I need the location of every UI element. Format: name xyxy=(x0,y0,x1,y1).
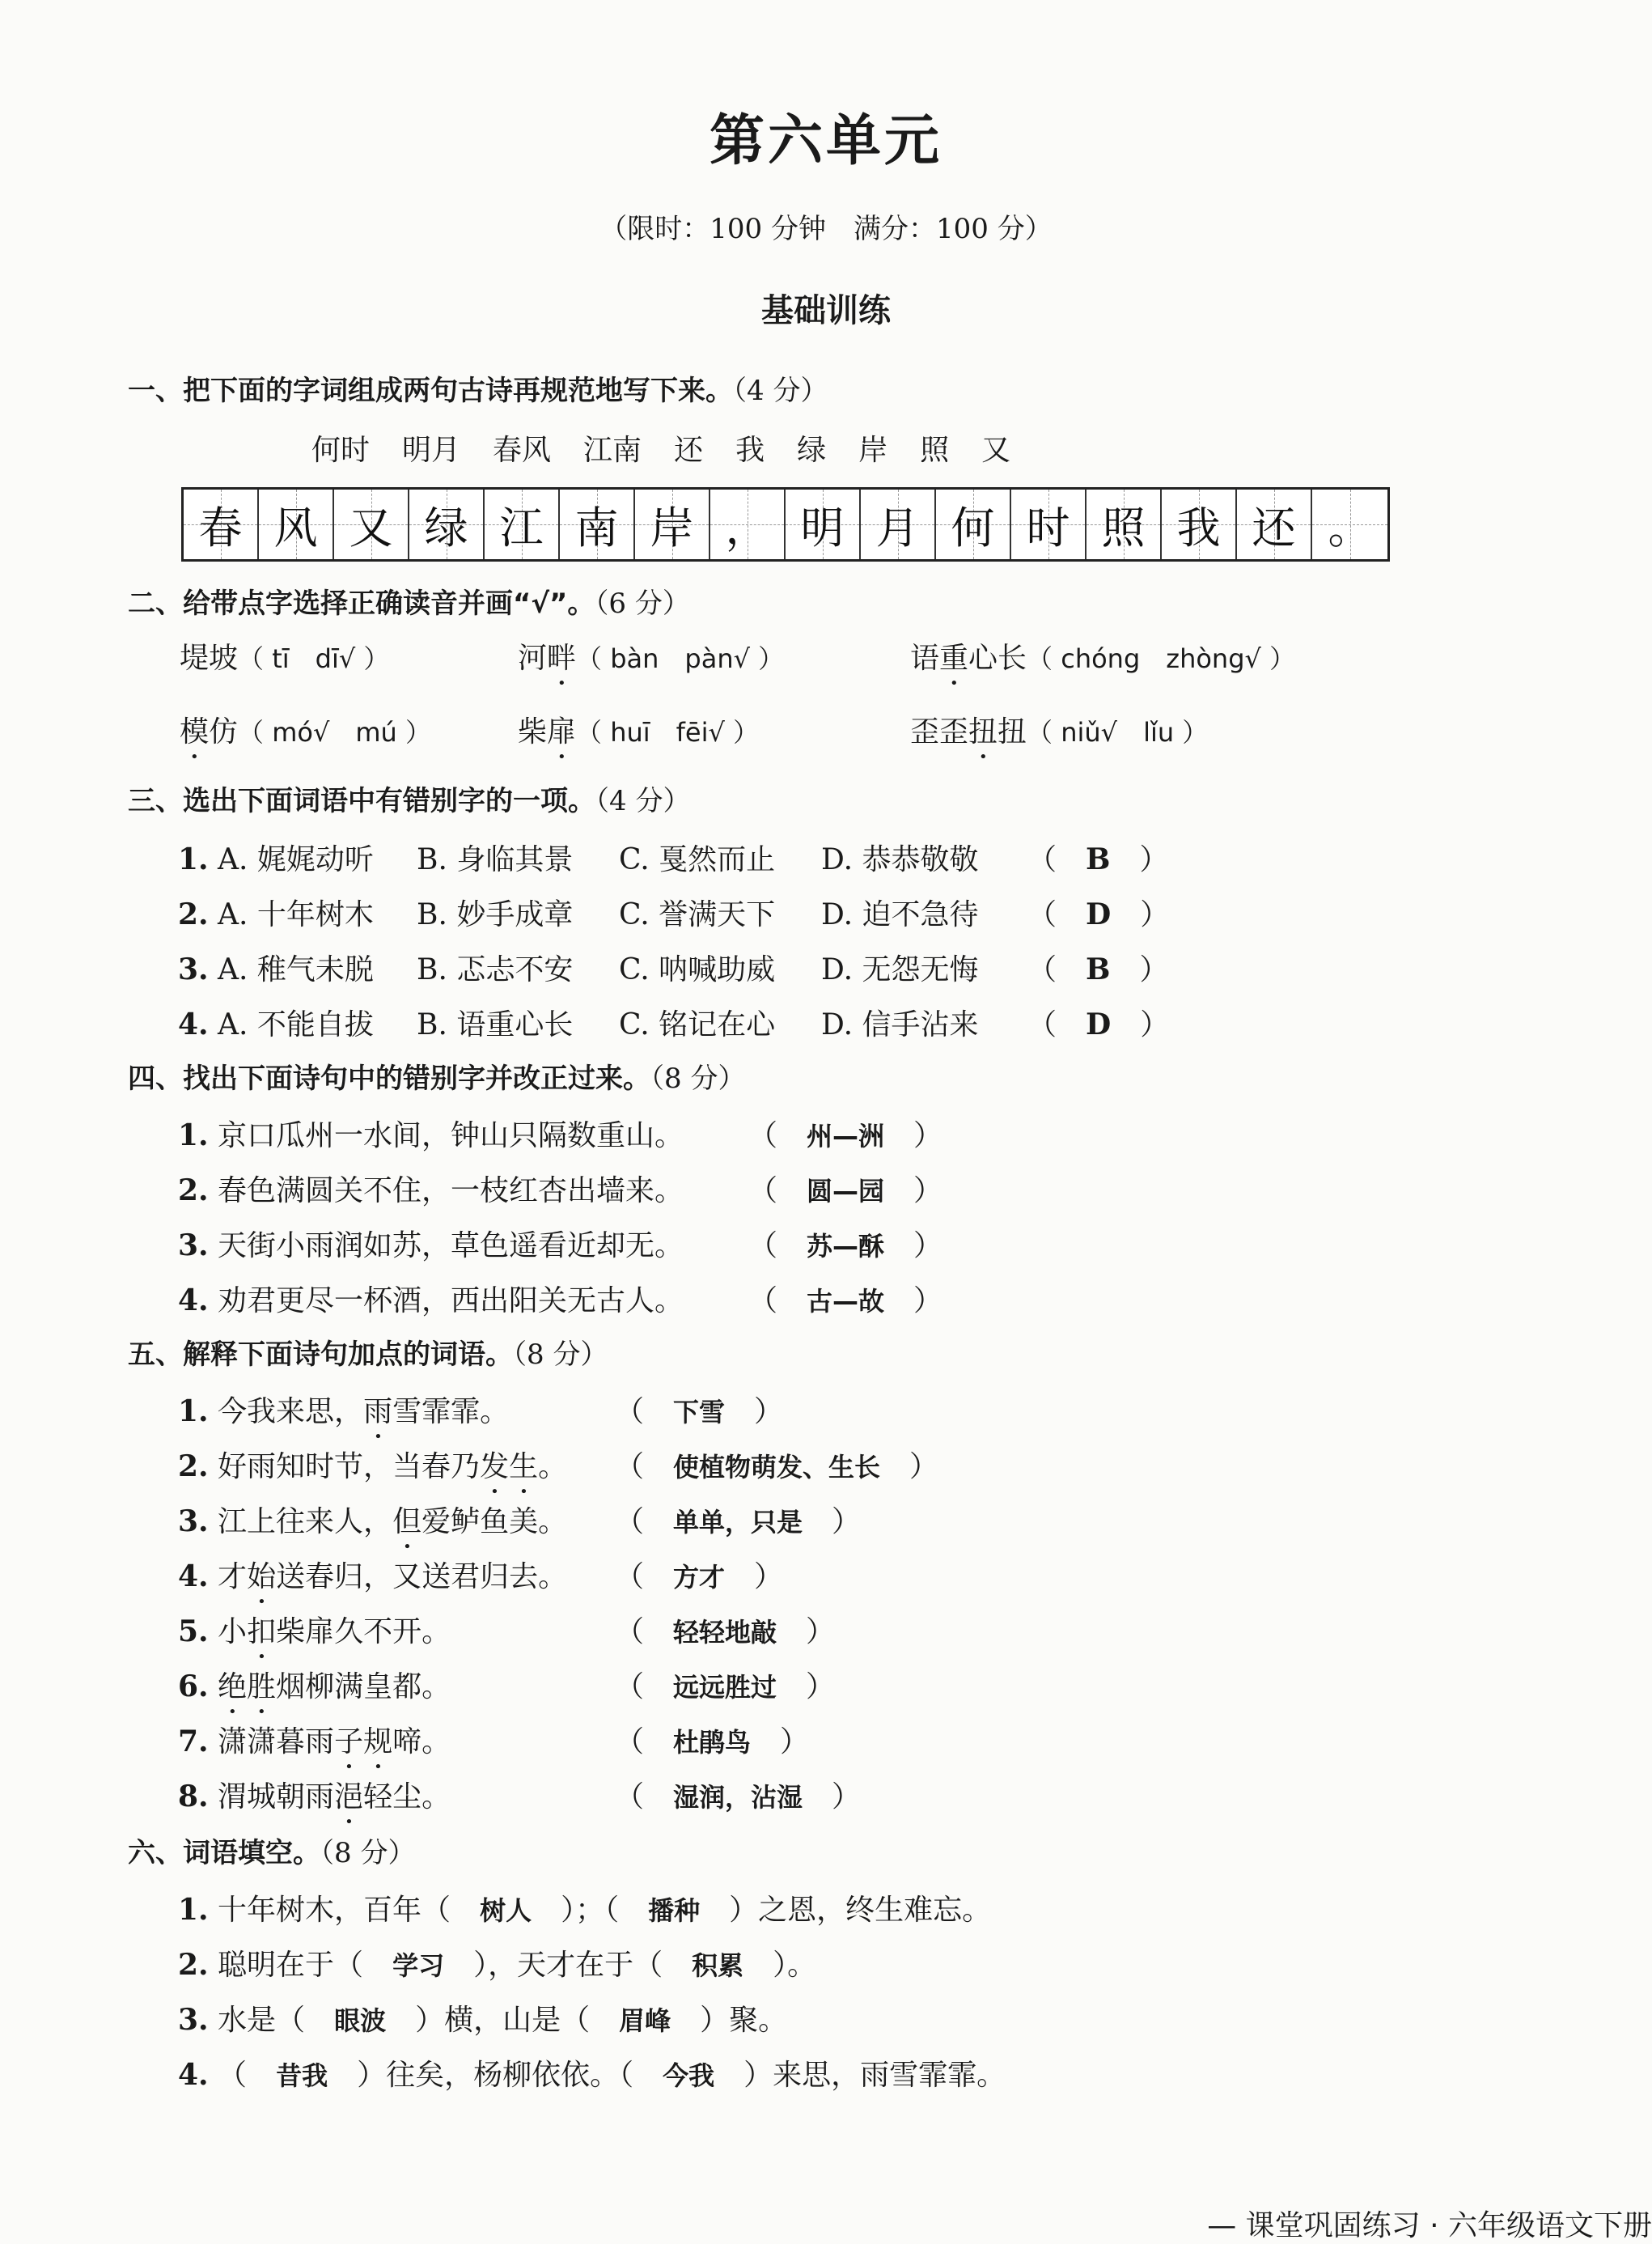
answer-paren: （ 远远胜过 ） xyxy=(615,1670,836,1703)
grid-cell: 绿 xyxy=(409,490,485,559)
page-footer: — 课堂巩固练习 · 六年级语文下册 xyxy=(1207,2209,1652,2242)
grid-cell: 月 xyxy=(861,490,936,559)
poem-line: 5. 小扣柴扉久不开。 xyxy=(178,1614,451,1648)
grid-cell: 照 xyxy=(1087,490,1162,559)
pinyin-item: 柴扉（ huī fēi√ ） xyxy=(518,715,760,749)
word-item: 江南 xyxy=(583,434,642,467)
poem-line: 2. 好雨知时节，当春乃发生。 xyxy=(178,1449,568,1483)
question-1-heading: 一、把下面的字词组成两句古诗再规范地写下来。（4 分） xyxy=(128,375,828,407)
time-limit-score: （限时：100 分钟 满分：100 分） xyxy=(599,213,1053,245)
choice-row: 1. A. 娓娓动听 xyxy=(178,842,374,876)
choice-row: 3. A. 稚气未脱 xyxy=(178,952,374,986)
page-title: 第六单元 xyxy=(709,108,942,173)
answer-paren: （ B ） xyxy=(1027,842,1169,876)
question-4-heading: 四、找出下面诗句中的错别字并改正过来。（8 分） xyxy=(128,1063,746,1095)
grid-cell: 春 xyxy=(184,490,259,559)
choice-option: D. 迫不急待 xyxy=(821,898,979,931)
answer-paren: （ 州—洲 ） xyxy=(748,1119,943,1152)
answer-paren: （ 单单，只是 ） xyxy=(615,1505,862,1538)
grid-cell: 时 xyxy=(1011,490,1087,559)
question-2-heading: 二、给带点字选择正确读音并画“√”。（6 分） xyxy=(128,588,690,620)
poem-line: 1. 京口瓜州一水间，钟山只隔数重山。 xyxy=(178,1118,684,1152)
choice-option: B. 语重心长 xyxy=(417,1008,574,1041)
fill-blank-line: 2. 聪明在于（ 学习 ），天才在于（ 积累 ）。 xyxy=(178,1948,817,1982)
word-bank xyxy=(311,427,1043,469)
choice-option: D. 信手沾来 xyxy=(821,1008,979,1041)
question-5-heading: 五、解释下面诗句加点的词语。（8 分） xyxy=(128,1338,608,1371)
choice-option: B. 身临其景 xyxy=(417,843,574,876)
grid-cell: 江 xyxy=(485,490,560,559)
grid-cell: 岸 xyxy=(635,490,710,559)
word-item: 绿 xyxy=(797,434,827,467)
fill-blank-line: 3. 水是（ 眼波 ）横，山是（ 眉峰 ）聚。 xyxy=(178,2003,788,2037)
poem-line: 4. 劝君更尽一杯酒，西出阳关无古人。 xyxy=(178,1283,684,1317)
writing-grid xyxy=(181,487,1390,562)
grid-cell: 明 xyxy=(786,490,861,559)
answer-paren: （ 古—故 ） xyxy=(748,1284,943,1317)
choice-row: 4. A. 不能自拔 xyxy=(178,1007,374,1041)
word-item: 照 xyxy=(920,434,950,467)
answer-paren: （ D ） xyxy=(1027,897,1170,931)
question-3-heading: 三、选出下面词语中有错别字的一项。（4 分） xyxy=(128,785,691,817)
choice-option: D. 恭恭敬敬 xyxy=(821,843,979,876)
grid-cell: 我 xyxy=(1162,490,1237,559)
answer-paren: （ 使植物萌发、生长 ） xyxy=(615,1450,939,1483)
poem-line: 3. 天街小雨润如苏，草色遥看近却无。 xyxy=(178,1228,684,1262)
answer-paren: （ 湿润，沾湿 ） xyxy=(615,1780,862,1813)
answer-paren: （ D ） xyxy=(1027,1007,1170,1041)
choice-option: C. 铭记在心 xyxy=(619,1008,776,1041)
poem-line: 8. 渭城朝雨浥轻尘。 xyxy=(178,1780,451,1813)
pinyin-item: 语重心长（ chóng zhòng√ ） xyxy=(910,642,1296,675)
answer-paren: （ 方才 ） xyxy=(615,1560,784,1593)
grid-cell: 风 xyxy=(259,490,334,559)
poem-line: 6. 绝胜烟柳满皇都。 xyxy=(178,1669,451,1703)
poem-line: 2. 春色满圆关不住，一枝红杏出墙来。 xyxy=(178,1173,684,1207)
choice-row: 2. A. 十年树木 xyxy=(178,897,374,931)
word-item: 何时 xyxy=(311,434,371,467)
choice-option: B. 妙手成章 xyxy=(417,898,574,931)
answer-paren: （ 下雪 ） xyxy=(615,1395,784,1428)
grid-cell: ， xyxy=(710,490,786,559)
grid-cell: 还 xyxy=(1237,490,1312,559)
pinyin-item: 河畔（ bàn pàn√ ） xyxy=(518,642,785,675)
word-item: 我 xyxy=(735,434,765,467)
answer-paren: （ 苏—酥 ） xyxy=(748,1229,943,1262)
grid-cell: 南 xyxy=(560,490,635,559)
word-item: 春风 xyxy=(493,434,552,467)
choice-option: B. 忑忐不安 xyxy=(417,953,574,986)
answer-paren: （ B ） xyxy=(1027,952,1169,986)
poem-line: 3. 江上往来人，但爱鲈鱼美。 xyxy=(178,1504,568,1538)
poem-line: 7. 潇潇暮雨子规啼。 xyxy=(178,1724,451,1758)
word-item: 还 xyxy=(674,434,704,467)
poem-line: 4. 才始送春归，又送君归去。 xyxy=(178,1559,568,1593)
question-6-heading: 六、词语填空。（8 分） xyxy=(128,1837,416,1869)
fill-blank-line: 4. （ 昔我 ）往矣，杨柳依依。（ 今我 ）来思，雨雪霏霏。 xyxy=(178,2058,1006,2092)
answer-paren: （ 轻轻地敲 ） xyxy=(615,1615,836,1648)
section-title: 基础训练 xyxy=(761,292,891,329)
pinyin-item: 模仿（ mó√ mú ） xyxy=(180,715,431,749)
grid-cell: 何 xyxy=(936,490,1011,559)
pinyin-item: 堤坡（ tī dī√ ） xyxy=(180,642,390,675)
word-item: 岸 xyxy=(858,434,888,467)
choice-option: D. 无怨无悔 xyxy=(821,953,979,986)
poem-line: 1. 今我来思，雨雪霏霏。 xyxy=(178,1394,510,1428)
grid-cell: 又 xyxy=(334,490,409,559)
grid-cell: 。 xyxy=(1312,490,1387,559)
pinyin-item: 歪歪扭扭（ niǔ√ lǐu ） xyxy=(910,715,1209,749)
choice-option: C. 呐喊助威 xyxy=(619,953,776,986)
choice-option: C. 戛然而止 xyxy=(619,843,776,876)
fill-blank-line: 1. 十年树木，百年（ 树人 ）；（ 播种 ）之恩，终生难忘。 xyxy=(178,1893,992,1927)
answer-paren: （ 圆—园 ） xyxy=(748,1174,943,1207)
choice-option: C. 誉满天下 xyxy=(619,898,776,931)
word-item: 明月 xyxy=(402,434,461,467)
answer-paren: （ 杜鹃鸟 ） xyxy=(615,1725,810,1758)
word-item: 又 xyxy=(981,434,1011,467)
